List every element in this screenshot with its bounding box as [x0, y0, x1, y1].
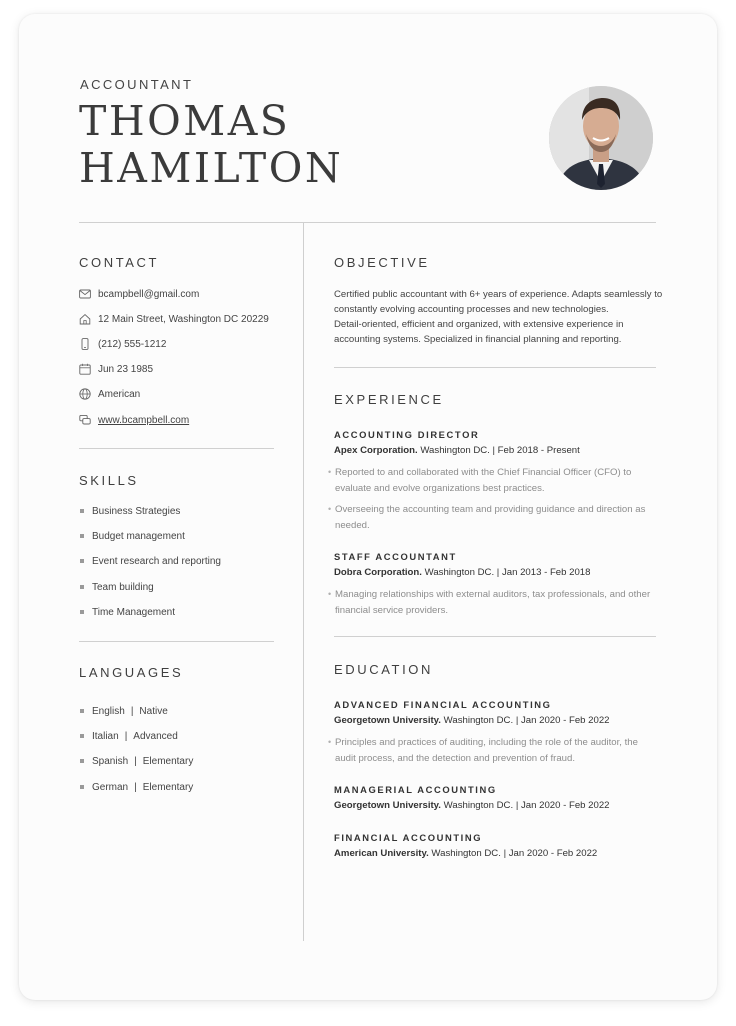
- bullet-line: Managing relationships with external auditors, tax professionals, and other: [335, 589, 651, 600]
- objective-heading: OBJECTIVE: [334, 255, 430, 270]
- calendar-icon: [79, 363, 91, 375]
- objective-line: Certified public accountant with 6+ years of experience. Adapts seamlessly to: [334, 289, 663, 300]
- job-meta: [334, 445, 580, 456]
- contact-birthdate-text: Jun 23 1985: [98, 363, 154, 375]
- skill-label: Budget management: [92, 530, 185, 542]
- objective-divider: [334, 367, 656, 368]
- language-name: Italian: [92, 730, 119, 742]
- bullet-line: Reported to and collaborated with the Chief Financial Officer (CFO) to: [335, 467, 632, 478]
- job-details: Washington DC. | Feb 2018 - Present: [420, 445, 580, 456]
- company-name: Dobra Corporation.: [334, 567, 422, 578]
- bullet-dot: [80, 559, 84, 563]
- resume-page: [19, 14, 717, 1000]
- skill-item: [80, 580, 154, 594]
- objective-text: [334, 287, 664, 347]
- job-bullet: [328, 587, 658, 618]
- language-level: Elementary: [142, 755, 194, 767]
- contact-birthdate: [79, 360, 153, 378]
- course-title: MANAGERIAL ACCOUNTING: [334, 784, 497, 795]
- bullet-line: Principles and practices of auditing, including the role of the auditor, the: [335, 737, 638, 748]
- contact-address-text: 12 Main Street, Washington DC 20229: [98, 313, 269, 325]
- language-level: Native: [139, 705, 168, 717]
- skill-item: [80, 605, 175, 619]
- bullet-dot: [80, 610, 84, 614]
- course-details: Washington DC. | Jan 2020 - Feb 2022: [443, 715, 610, 726]
- skill-item: [80, 529, 185, 543]
- bullet-dot: [80, 734, 84, 738]
- job-role: ACCOUNTANT: [80, 77, 194, 92]
- bullet-dot: [80, 509, 84, 513]
- contact-heading: CONTACT: [79, 255, 160, 270]
- header-divider: [79, 222, 656, 223]
- skills-divider: [79, 641, 274, 642]
- skill-label: Team building: [92, 581, 154, 593]
- bullet-dot: [80, 709, 84, 713]
- contact-phone-text: (212) 555-1212: [98, 338, 167, 350]
- candidate-name: [79, 98, 343, 192]
- contact-nationality: [79, 385, 140, 403]
- skill-label: Time Management: [92, 606, 175, 618]
- job-bullet: [328, 465, 658, 496]
- chat-icon: [79, 414, 91, 426]
- bullet-dot: •: [328, 737, 332, 747]
- globe-icon: [79, 388, 91, 400]
- course-title: ADVANCED FINANCIAL ACCOUNTING: [334, 699, 552, 710]
- skill-item: [80, 554, 221, 568]
- separator: |: [124, 730, 128, 742]
- contact-nationality-text: American: [98, 388, 141, 400]
- course-title: FINANCIAL ACCOUNTING: [334, 832, 483, 843]
- course-meta: [334, 800, 610, 811]
- column-divider: [303, 223, 304, 941]
- language-name: German: [92, 781, 129, 793]
- language-item: [80, 780, 193, 794]
- bullet-line: Overseeing the accounting team and providing guidance and direction as: [335, 504, 646, 515]
- objective-line: Detail-oriented, efficient and organized, with extensive experience in: [334, 319, 624, 330]
- job-title: ACCOUNTING DIRECTOR: [334, 429, 480, 440]
- envelope-icon: [79, 288, 91, 300]
- bullet-dot: •: [328, 504, 332, 514]
- separator: |: [130, 705, 134, 717]
- job-bullet: [328, 502, 658, 533]
- job-details: Washington DC. | Jan 2013 - Feb 2018: [424, 567, 591, 578]
- contact-divider: [79, 448, 274, 449]
- language-item: [80, 754, 193, 768]
- course-meta: [334, 848, 597, 859]
- objective-line: accounting systems. Specialized in financial planning and reporting.: [334, 334, 622, 345]
- school-name: American University.: [334, 848, 429, 859]
- bullet-line: evaluate and evolve organizations best practices.: [335, 482, 545, 494]
- skill-item: [80, 504, 180, 518]
- bullet-dot: [80, 585, 84, 589]
- language-item: [80, 729, 178, 743]
- bullet-line: financial service providers.: [335, 604, 449, 616]
- language-name: Spanish: [92, 755, 129, 767]
- skill-label: Business Strategies: [92, 505, 181, 517]
- website-link[interactable]: www.bcampbell.com: [98, 414, 190, 426]
- bullet-dot: •: [328, 589, 332, 599]
- school-name: Georgetown University.: [334, 715, 441, 726]
- profile-photo: [549, 86, 653, 190]
- separator: |: [134, 755, 137, 767]
- portrait-image: [549, 86, 653, 190]
- skills-heading: SKILLS: [79, 473, 139, 488]
- language-item: [80, 704, 168, 718]
- bullet-line: needed.: [335, 519, 370, 531]
- languages-heading: LANGUAGES: [79, 665, 184, 680]
- skill-label: Event research and reporting: [92, 555, 221, 567]
- first-name: THOMAS: [79, 97, 291, 145]
- experience-heading: EXPERIENCE: [334, 392, 444, 407]
- bullet-dot: [80, 534, 84, 538]
- language-level: Elementary: [142, 781, 194, 793]
- bullet-dot: •: [328, 467, 332, 477]
- course-details: Washington DC. | Jan 2020 - Feb 2022: [443, 800, 610, 811]
- home-icon: [79, 313, 91, 325]
- contact-address: [79, 310, 269, 328]
- phone-icon: [79, 338, 91, 350]
- company-name: Apex Corporation.: [334, 445, 418, 456]
- job-title: STAFF ACCOUNTANT: [334, 551, 457, 562]
- course-bullet: [328, 735, 658, 766]
- school-name: Georgetown University.: [334, 800, 441, 811]
- last-name: HAMILTON: [79, 144, 344, 192]
- objective-line: constantly evolving accounting processes and new technologies.: [334, 304, 609, 315]
- job-meta: [334, 567, 590, 578]
- course-meta: [334, 715, 610, 726]
- course-details: Washington DC. | Jan 2020 - Feb 2022: [431, 848, 598, 859]
- contact-email: [79, 285, 199, 303]
- bullet-dot: [80, 785, 84, 789]
- contact-email-text: bcampbell@gmail.com: [98, 288, 200, 300]
- language-name: English: [92, 705, 125, 717]
- bullet-dot: [80, 759, 84, 763]
- contact-phone: [79, 335, 166, 353]
- education-heading: EDUCATION: [334, 662, 433, 677]
- separator: |: [134, 781, 137, 793]
- experience-divider: [334, 636, 656, 637]
- language-level: Advanced: [133, 730, 178, 742]
- bullet-line: audit process, and the detection and prevention of fraud.: [335, 752, 576, 764]
- contact-website[interactable]: [79, 411, 189, 429]
